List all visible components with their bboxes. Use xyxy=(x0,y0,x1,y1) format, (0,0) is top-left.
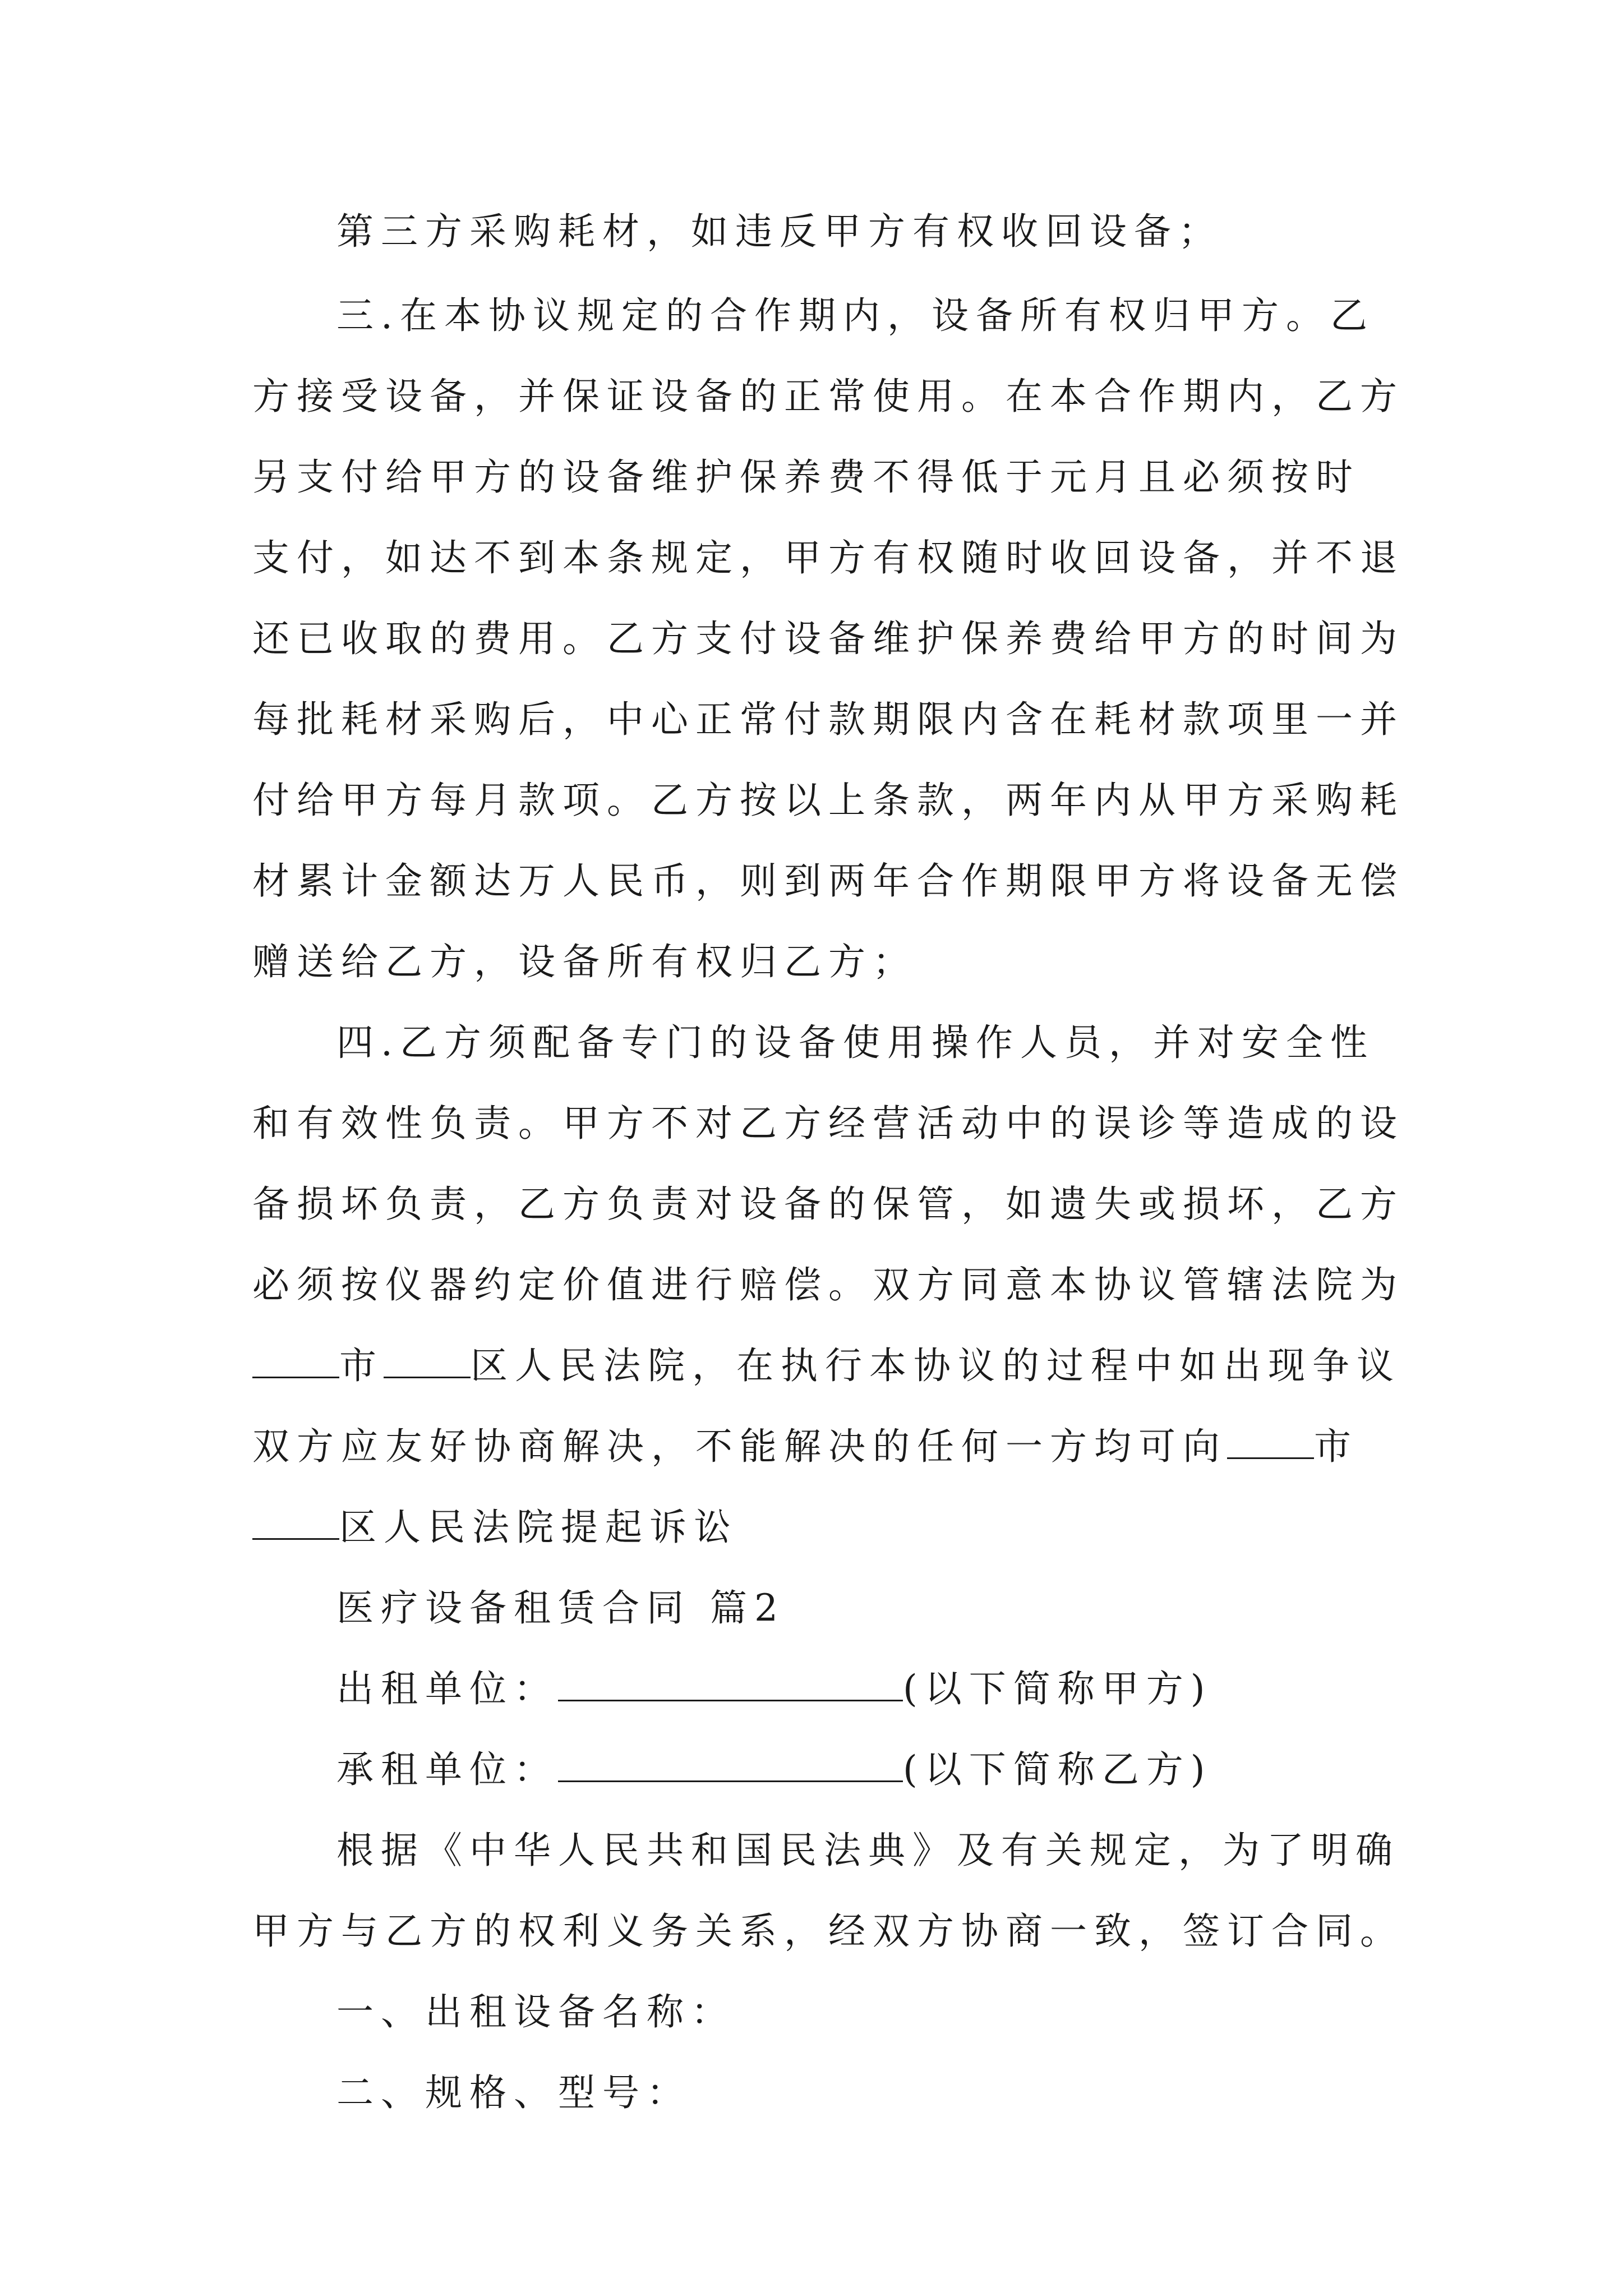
item-spec-model: 二、规格、型号： xyxy=(336,2071,691,2114)
paragraph-line: 支付，如达不到本条规定，甲方有权随时收回设备，并不退 xyxy=(252,536,1404,579)
court-district-blank xyxy=(384,1343,471,1378)
paragraph-line: 还已收取的费用。乙方支付设备维护保养费给甲方的时间为 xyxy=(252,617,1404,660)
negotiate-text: 双方应友好协商解决，不能解决的任何一方均可向 xyxy=(252,1425,1227,1468)
paragraph-line: 三.在本协议规定的合作期内，设备所有权归甲方。乙 xyxy=(336,294,1375,337)
paragraph-line: 备损坏负责，乙方负责对设备的保管，如遗失或损坏，乙方 xyxy=(252,1182,1404,1226)
paragraph-line: 每批耗材采购后，中心正常付款期限内含在耗材款项里一并 xyxy=(252,698,1404,741)
paragraph-line: 方接受设备，并保证设备的正常使用。在本合作期内，乙方 xyxy=(252,375,1404,418)
lessor-blank xyxy=(558,1666,903,1701)
paragraph-line: 必须按仪器约定价值进行赔偿。双方同意本协议管辖法院为 xyxy=(252,1263,1404,1306)
paragraph-line: 付给甲方每月款项。乙方按以上条款，两年内从甲方采购耗 xyxy=(252,779,1404,822)
lessee-line xyxy=(336,1745,1212,1795)
paragraph-line: 赠送给乙方，设备所有权归乙方； xyxy=(252,940,917,983)
item-equipment-name: 一、出租设备名称： xyxy=(336,1990,735,2033)
basis-line: 根据《中华人民共和国民法典》及有关规定，为了明确 xyxy=(336,1829,1400,1872)
paragraph-line: 材累计金额达万人民币，则到两年合作期限甲方将设备无偿 xyxy=(252,859,1404,903)
lessor-line xyxy=(336,1664,1212,1714)
paragraph-line: 第三方采购耗材，如违反甲方有权收回设备； xyxy=(336,210,1223,253)
court-district-text: 区人民法院，在执行本协议的过程中如出现争议 xyxy=(471,1344,1401,1387)
lessor-label: 出租单位： xyxy=(336,1667,558,1710)
negotiate-line xyxy=(252,1421,1358,1472)
paragraph-line: 四.乙方须配备专门的设备使用操作人员，并对安全性 xyxy=(336,1021,1375,1064)
paragraph-line: 和有效性负责。甲方不对乙方经营活动中的误诊等造成的设 xyxy=(252,1102,1404,1145)
court-city-text: 市 xyxy=(339,1344,384,1387)
lawsuit-text: 区人民法院提起诉讼 xyxy=(339,1506,738,1549)
lawsuit-district-blank xyxy=(252,1504,339,1540)
lessor-suffix: (以下简称甲方) xyxy=(903,1667,1212,1710)
section-title: 医疗设备租赁合同 篇2 xyxy=(336,1586,785,1630)
basis-line: 甲方与乙方的权利义务关系，经双方协商一致，签订合同。 xyxy=(252,1910,1404,1953)
paragraph-line: 另支付给甲方的设备维护保养费不得低于元月且必须按时 xyxy=(252,455,1360,499)
lessee-blank xyxy=(558,1747,903,1782)
lessee-suffix: (以下简称乙方) xyxy=(903,1748,1212,1791)
court-line xyxy=(252,1341,1401,1391)
lawsuit-line xyxy=(252,1502,738,1553)
lawsuit-city-blank xyxy=(1227,1424,1314,1459)
court-city-blank xyxy=(252,1343,339,1378)
lessee-label: 承租单位： xyxy=(336,1748,558,1791)
lawsuit-city-text: 市 xyxy=(1314,1425,1358,1468)
